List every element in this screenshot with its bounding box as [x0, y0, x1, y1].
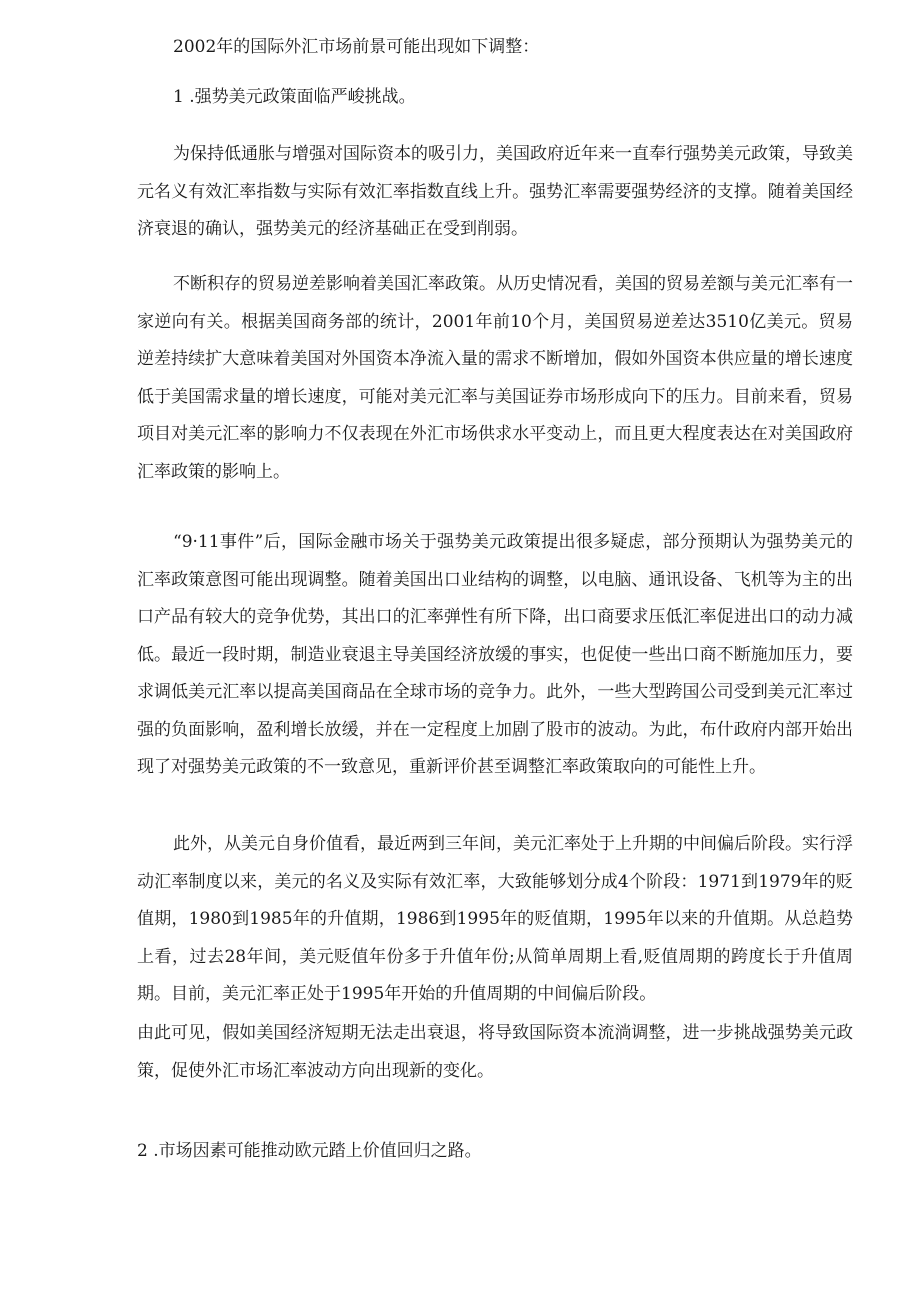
paragraph-9-11-event: “9·11事件”后，国际金融市场关于强势美元政策提出很多疑虑，部分预期认为强势美元的汇率政策意图可能出现调整。随着美国出口业结构的调整，以电脑、通讯设备、飞机等为主的出口产品有较大的竞争优势，其出口的汇率弹性有所下降，出口商要求压低汇率促进出口的动力减低。最近一段时期，制造业衰退主导美国经济放缓的事实，也促使一些出口商不断施加压力，要求调低美元汇率以提高美国商品在全球市场的竞争力。此外，一些大型跨国公司受到美元汇率过强的负面影响，盈利增长放缓，并在一定程度上加剧了股市的波动。为此，布什政府内部开始出现了对强势美元政策的不一致意见，重新评价甚至调整汇率政策取向的可能性上升。 [137, 532, 853, 777]
paragraph-conclusion: 由此可见，假如美国经济短期无法走出衰退，将导致国际资本流淌调整，进一步挑战强势美元政策，促使外汇市场汇率波动方向出现新的变化。 [137, 1023, 853, 1081]
intro-line: 2002年的国际外汇市场前景可能出现如下调整： [173, 37, 540, 57]
paragraph-strong-dollar-policy: 为保持低通胀与增强对国际资本的吸引力，美国政府近年来一直奉行强势美元政策，导致美元名义有效汇率指数与实际有效汇率指数直线上升。强势汇率需要强势经济的支撑。随着美国经济衰退的确认，强势美元的经济基础正在受到削弱。 [137, 144, 853, 239]
paragraph-dollar-value-cycle: 此外，从美元自身价值看，最近两到三年间，美元汇率处于上升期的中间偏后阶段。实行浮动汇率制度以来，美元的名义及实际有效汇率，大致能够划分成4个阶段：1971到1979年的贬值期，1980到1985年的升值期，1986到1995年的贬值期，1995年以来的升值期。从总趋势上看，过去28年间，美元贬值年份多于升值年份;从简单周期上看,贬值周期的跨度长于升值周期。目前，美元汇率正处于1995年开始的升值周期的中间偏后阶段。 [137, 834, 853, 1004]
paragraph-trade-deficit: 不断积存的贸易逆差影响着美国汇率政策。从历史情况看，美国的贸易差额与美元汇率有一家逆向有关。根据美国商务部的统计，2001年前10个月，美国贸易逆差达3510亿美元。贸易逆差持续扩大意味着美国对外国资本净流入量的需求不断增加，假如外国资本供应量的增长速度低于美国需求量的增长速度，可能对美元汇率与美国证券市场形成向下的压力。目前来看，贸易项目对美元汇率的影响力不仅表现在外汇市场供求水平变动上，而且更大程度表达在对美国政府汇率政策的影响上。 [137, 274, 853, 482]
section-heading-2: 2 .市场因素可能推动欧元踏上价值回归之路。 [137, 1141, 482, 1161]
section-heading-1: 1 .强势美元政策面临严峻挑战。 [173, 87, 416, 107]
